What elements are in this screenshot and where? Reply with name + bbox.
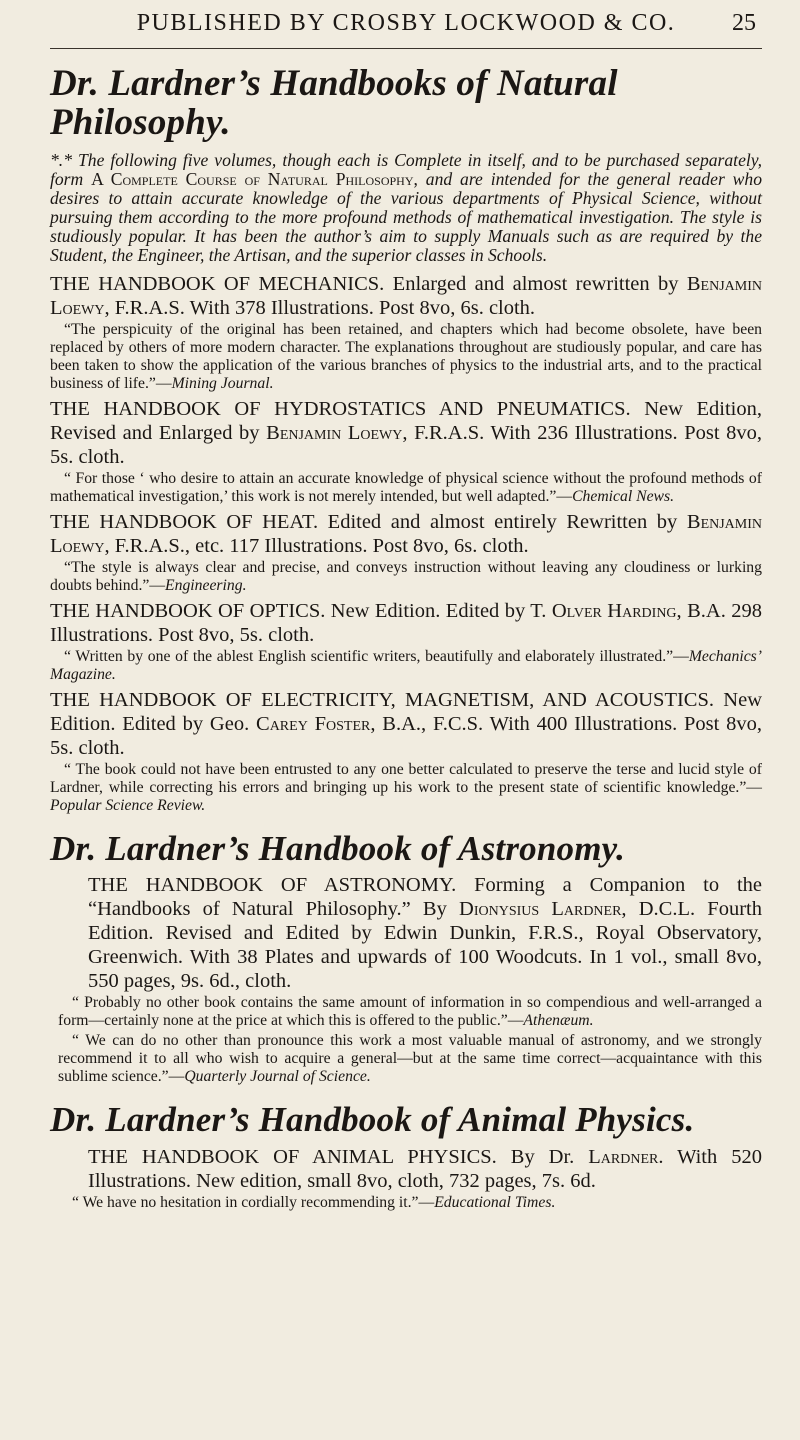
book-entry-electricity (50, 688, 762, 815)
entry-details: B.A. 298 Illustrations. Post 8vo, 5s. cloth. (50, 599, 762, 646)
entry-editor: Benjamin Loewy, (266, 421, 408, 444)
quote-text: “The perspicuity of the original has been retained, and chapters which had become obsolete, have been replaced by others of more modern character. The explanations throughout are studiously popular, and care has been taken to show the application of the various branches of physics to the industrial arts, and to the practical business of life.”— (50, 320, 762, 392)
series-intro (50, 151, 762, 265)
entry-description (50, 1145, 762, 1193)
intro-series-title: A Complete Course of Natural Philosophy, (91, 168, 418, 189)
entry-description (50, 397, 762, 469)
review-quote (50, 470, 762, 506)
entry-editor: Olver Harding, (551, 599, 682, 622)
book-title: THE HANDBOOK OF OPTICS. (50, 599, 326, 622)
page-number: 25 (732, 10, 756, 36)
quote-source: Educational Times. (434, 1194, 556, 1212)
book-entry-heat (50, 510, 762, 595)
review-quote (50, 994, 762, 1030)
entry-editor: Carey Foster, (256, 712, 376, 735)
book-entry-animal-physics (50, 1145, 762, 1212)
book-entry-astronomy (50, 873, 762, 1086)
entry-details: B.A., F.C.S. With 400 Illustrations. Post 8vo, 5s. cloth. (50, 712, 763, 759)
review-quote (50, 648, 762, 684)
section-heading: Dr. Lardner’s Handbook of Animal Physics. (50, 1100, 695, 1140)
book-title: THE HANDBOOK OF ASTRONOMY. (88, 874, 457, 897)
book-title: THE HANDBOOK OF MECHANICS. (50, 272, 385, 295)
entry-details: Forming a Companion to the “Handbooks of Natural Philosophy.” By (88, 874, 763, 921)
entry-editor: Benjamin Loewy, (50, 510, 763, 557)
entry-editor: Dionysius Lardner, (459, 898, 627, 921)
section-animal-physics (50, 1102, 762, 1212)
entry-details: D.C.L. Fourth Edition. Revised and Edited by Edwin Dunkin, F.R.S., Royal Observatory, Greenwich. With 38 Plates and upwards of 100 Woodcuts. In 1 vol., small 8vo, 550 pages, 9s. 6d., cloth. (88, 898, 762, 993)
book-entry-hydrostatics (50, 397, 762, 506)
quote-source: Athenæum. (523, 1012, 594, 1030)
entry-description (50, 873, 762, 993)
entry-description (50, 510, 762, 558)
book-title: THE HANDBOOK OF HEAT. (50, 510, 319, 533)
review-quote (50, 1032, 762, 1086)
section-heading: Dr. Lardner’s Handbook of Astronomy. (50, 828, 626, 868)
entry-details: Enlarged and almost rewritten by (384, 272, 687, 295)
intro-rest: and are intended for the general reader who desires to attain accurate knowledge of the various departments of Physical Science, without pursuing them according to the more profound methods of mathematical investigation. The style is studiously popular. It has been the author’s aim to supply Manuals such as are required by the Student, the Engineer, the Artisan, and the superior classes in Schools. (50, 168, 762, 265)
entry-editor: Lardner. (588, 1146, 664, 1169)
intro-prefix: *.* The following five volumes, though each is Complete in itself, and to be purchased separately, form (50, 149, 762, 189)
entry-editor: Benjamin Loewy, (50, 272, 762, 319)
entry-details: Edited and almost entirely Rewritten by (318, 510, 687, 533)
book-title: THE HANDBOOK OF HYDROSTATICS AND PNEUMATICS. (50, 397, 631, 420)
quote-source: Mining Journal. (171, 374, 274, 392)
review-quote (50, 321, 762, 393)
review-quote (50, 1194, 762, 1212)
entry-details: F.R.A.S. With 378 Illustrations. Post 8vo, 6s. cloth. (109, 296, 536, 319)
quote-text: “ We have no hesitation in cordially recommending it.”— (72, 1194, 435, 1212)
section-astronomy (50, 828, 763, 1087)
book-title: THE HANDBOOK OF ELECTRICITY, MAGNETISM, AND ACOUSTICS. (50, 688, 715, 711)
quote-text: “ For those ‘ who desire to attain an accurate knowledge of physical science without the profound methods of mathematical investigation,’ this work is not merely intended, but well adapted.”— (50, 469, 762, 505)
quote-text: “ Written by one of the ablest English scientific writers, beautifully and elaborately illustrated.”— (64, 647, 689, 665)
entry-details: New Edition. Edited by T. (325, 599, 552, 622)
publisher-line: PUBLISHED BY CROSBY LOCKWOOD & CO. (136, 10, 676, 36)
quote-source: Quarterly Journal of Science. (184, 1068, 371, 1086)
entry-description (50, 688, 762, 760)
section-natural-philosophy (50, 65, 762, 815)
quote-source: Popular Science Review. (50, 796, 206, 814)
entry-details: New Edition. Edited by Geo. (50, 688, 762, 735)
review-quote (50, 559, 762, 595)
entry-details: F.R.A.S. With 236 Illustrations. Post 8vo, 5s. cloth. (50, 421, 762, 468)
quote-text: “ Probably no other book contains the same amount of information in so compendious and well-arranged a form—certainly none at the price at which this is offered to the public.”— (58, 994, 762, 1030)
book-entry-mechanics (50, 272, 762, 393)
quote-text: “ The book could not have been entrusted to any one better calculated to preserve the terse and lucid style of Lardner, while correcting his errors and bringing up his work to the present state of scientific knowledge.”— (50, 760, 762, 796)
review-quote (50, 761, 762, 815)
quote-source: Mechanics’ Magazine. (50, 647, 762, 683)
book-title: THE HANDBOOK OF ANIMAL PHYSICS. (88, 1146, 497, 1169)
quote-source: Chemical News. (572, 487, 675, 505)
book-entry-optics (50, 599, 762, 684)
entry-details: F.R.A.S., etc. 117 Illustrations. Post 8vo, 6s. cloth. (109, 534, 529, 557)
entry-details: By Dr. (496, 1146, 589, 1169)
entry-description (50, 599, 762, 647)
quote-text: “ We can do no other than pronounce this work a most valuable manual of astronomy, and we strongly recommend it to all who wish to acquire a general—but at the same time correct—acquaintance with this sublime science.”— (58, 1032, 762, 1086)
quote-source: Engineering. (165, 576, 247, 594)
entry-details: With 520 Illustrations. New edition, small 8vo, cloth, 732 pages, 7s. 6d. (88, 1146, 762, 1193)
section-heading: Dr. Lardner’s Handbooks of Natural Philosophy. (50, 63, 618, 143)
running-header (50, 0, 762, 49)
entry-details: New Edition, Revised and Enlarged by (50, 397, 762, 444)
quote-text: “The style is always clear and precise, and conveys instruction without leaving any cloudiness or lurking doubts behind.”— (50, 558, 762, 594)
entry-description (50, 272, 762, 320)
